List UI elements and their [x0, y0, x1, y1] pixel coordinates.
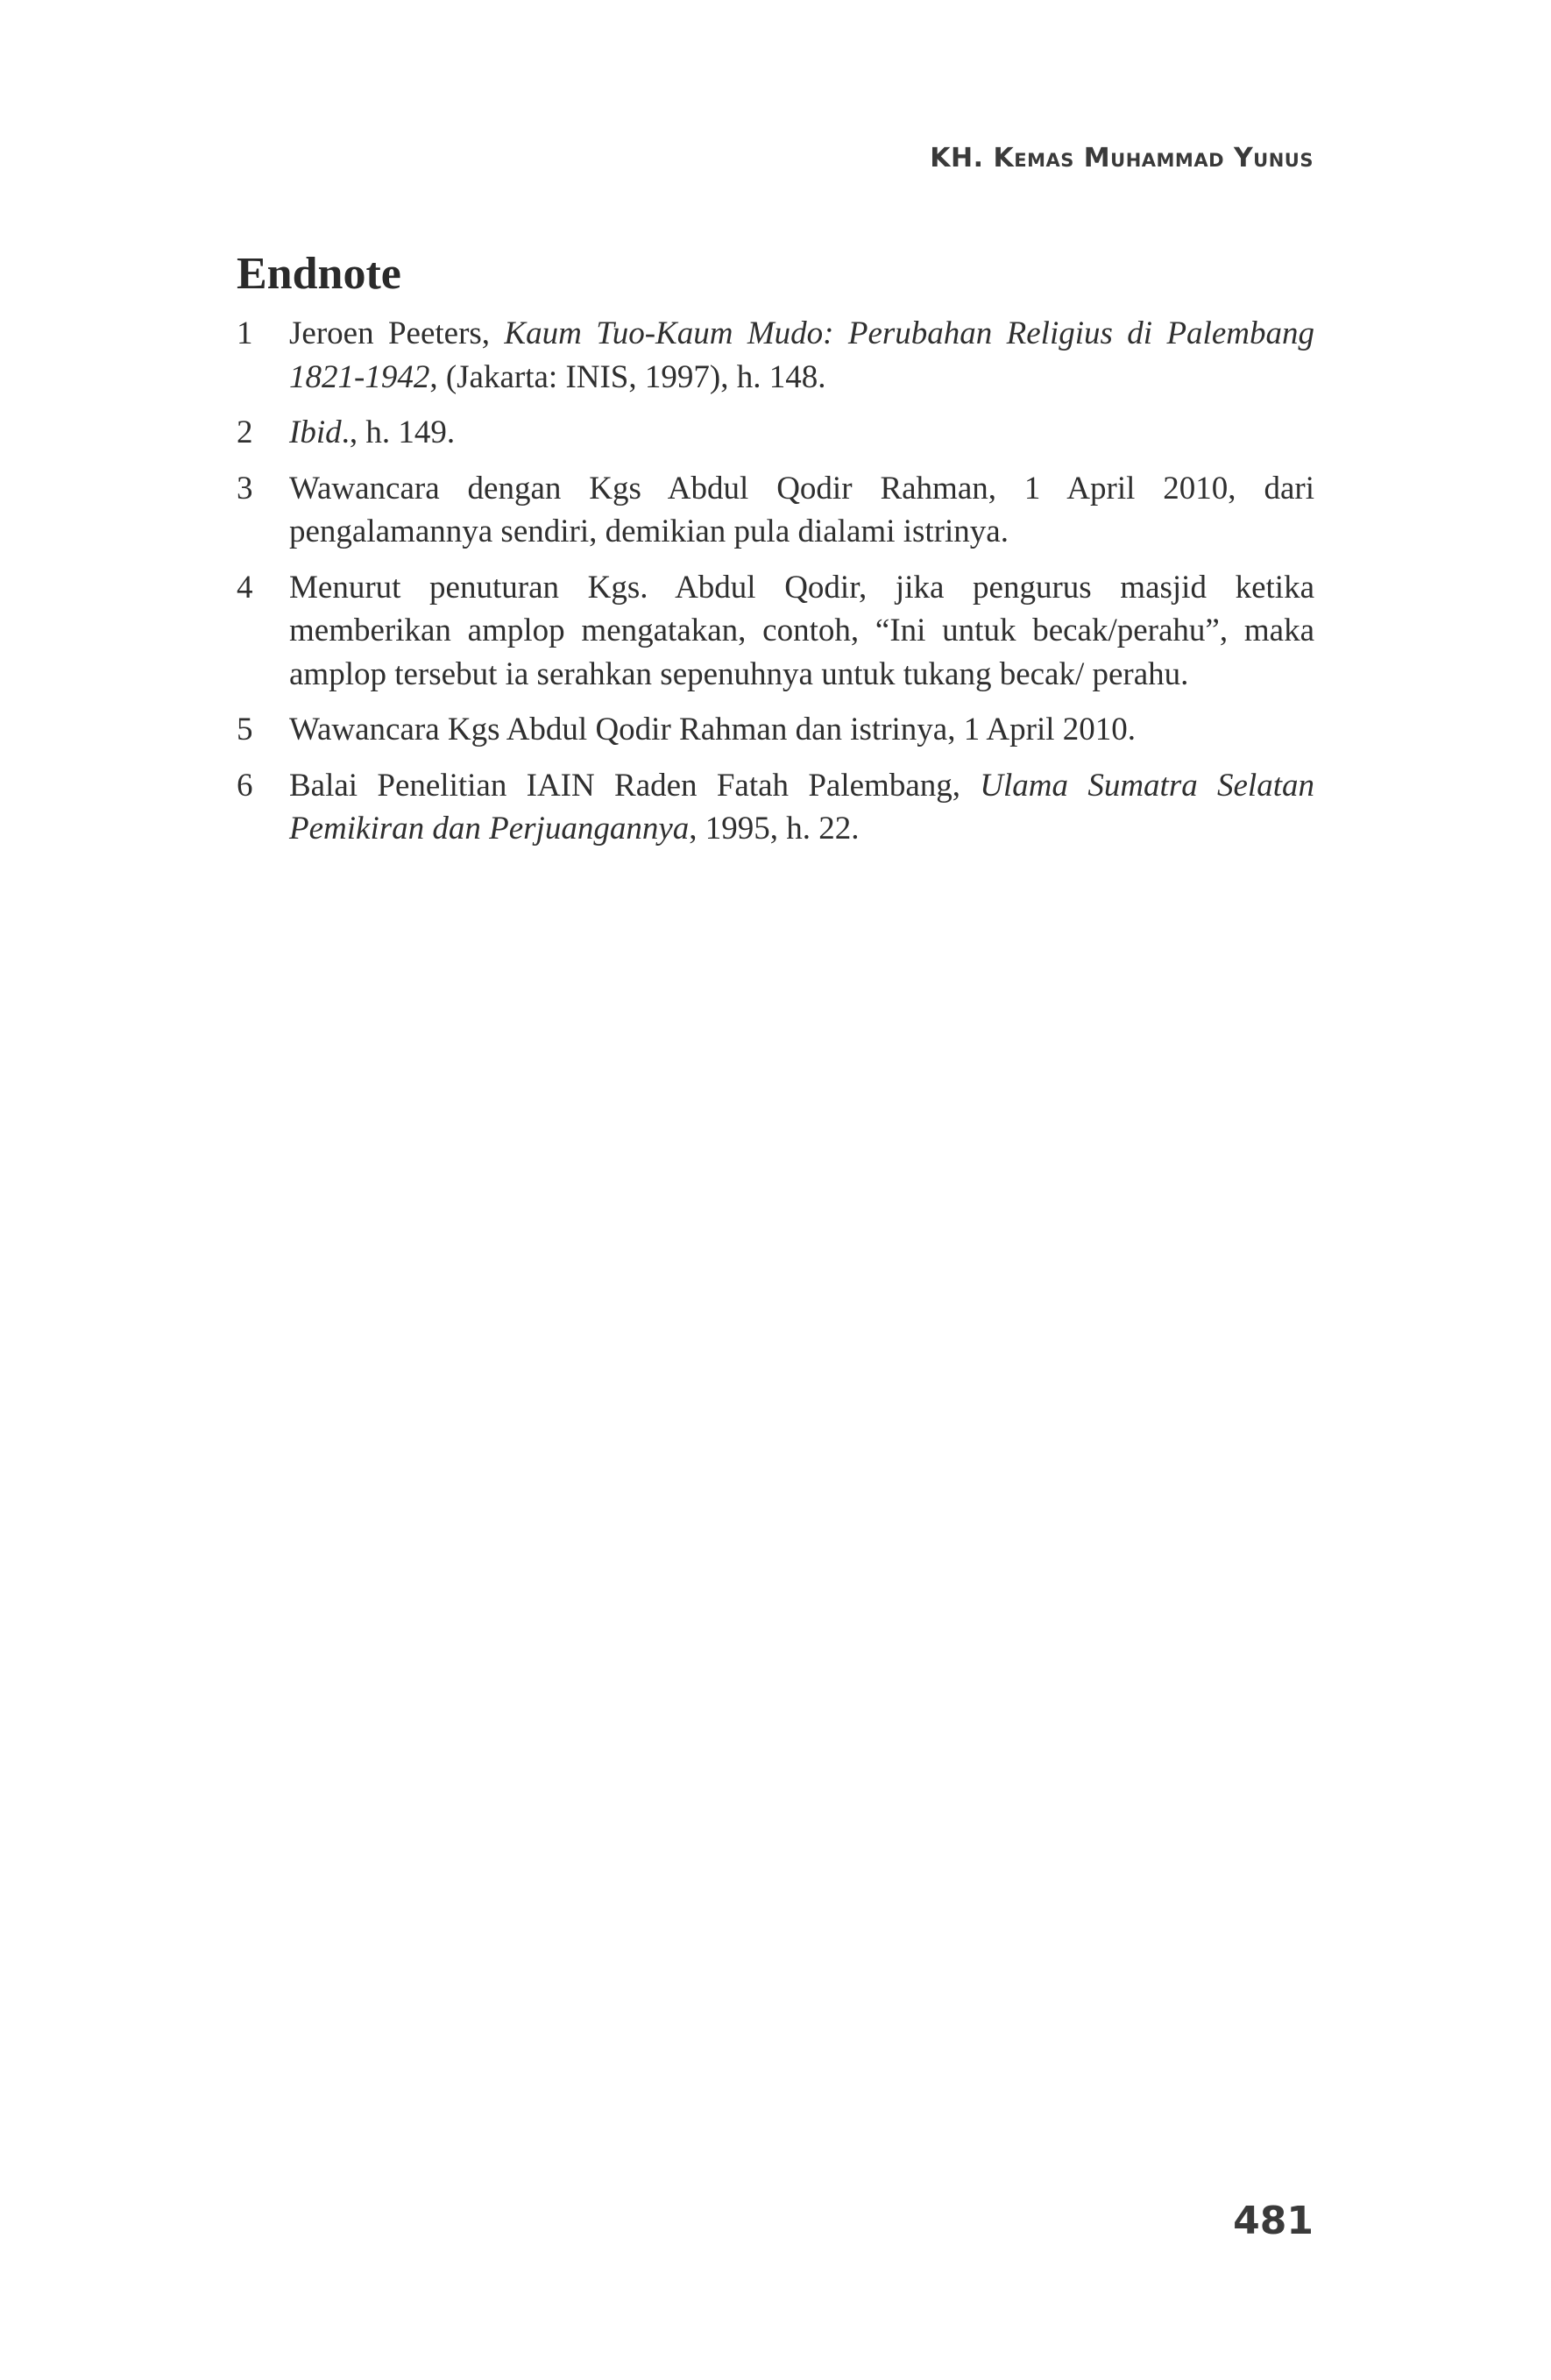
endnote-text-segment: Wawancara dengan Kgs Abdul Qodir Rahman, 1 April 2010, dari pengalamannya sendiri, demikian pula dialami istrinya.: [289, 470, 1314, 549]
endnote-text-segment: Wawancara Kgs Abdul Qodir Rahman dan istrinya, 1 April 2010.: [289, 712, 1137, 747]
endnote-number: 6: [237, 767, 253, 804]
endnote-text-segment: Jeroen Peeters,: [289, 315, 505, 351]
book-title: Ulama Sumatra Selatan Pemikiran dan Perjuangannya: [289, 767, 1314, 846]
endnote-number: 5: [237, 712, 253, 747]
endnote-text-segment: , (Jakarta: INIS, 1997), h. 148.: [429, 358, 826, 395]
ibid-abbreviation: Ibid: [289, 414, 342, 450]
endnote-list: [237, 312, 1314, 863]
endnote-number: 2: [237, 414, 253, 450]
endnote-text: [289, 467, 1314, 554]
endnote-number: 3: [237, 470, 253, 506]
endnote-item: [237, 566, 1314, 697]
endnote-text-segment: ., h. 149.: [341, 414, 456, 450]
section-title: Endnote: [237, 249, 401, 299]
endnote-text-segment: , 1995, h. 22.: [689, 811, 860, 846]
book-title: Kaum Tuo-Kaum Mudo: Perubahan Religius di Palembang 1821-1942: [289, 315, 1314, 395]
endnote-text-segment: Balai Penelitian IAIN Raden Fatah Palembang,: [289, 767, 981, 804]
endnote-text-segment: Menurut penuturan Kgs. Abdul Qodir, jika pengurus masjid ketika memberikan amplop mengatakan, contoh, “Ini untuk becak/perahu”, maka amplop tersebut ia serahkan sepenuhnya untuk tukang becak/ perahu.: [289, 569, 1314, 692]
endnote-text: [289, 764, 1314, 851]
page-number: 481: [1233, 2199, 1314, 2243]
endnote-item: [237, 467, 1314, 554]
running-head: KH. Kemas Muhammad Yunus: [930, 143, 1314, 174]
endnote-text: [289, 566, 1314, 697]
endnote-text: [289, 708, 1314, 752]
endnote-number: 1: [237, 315, 253, 351]
endnote-item: [237, 411, 1314, 455]
endnote-text: [289, 411, 1314, 455]
endnote-item: [237, 708, 1314, 752]
endnote-number: 4: [237, 569, 253, 606]
endnote-item: [237, 312, 1314, 399]
endnote-item: [237, 764, 1314, 851]
endnote-text: [289, 312, 1314, 399]
